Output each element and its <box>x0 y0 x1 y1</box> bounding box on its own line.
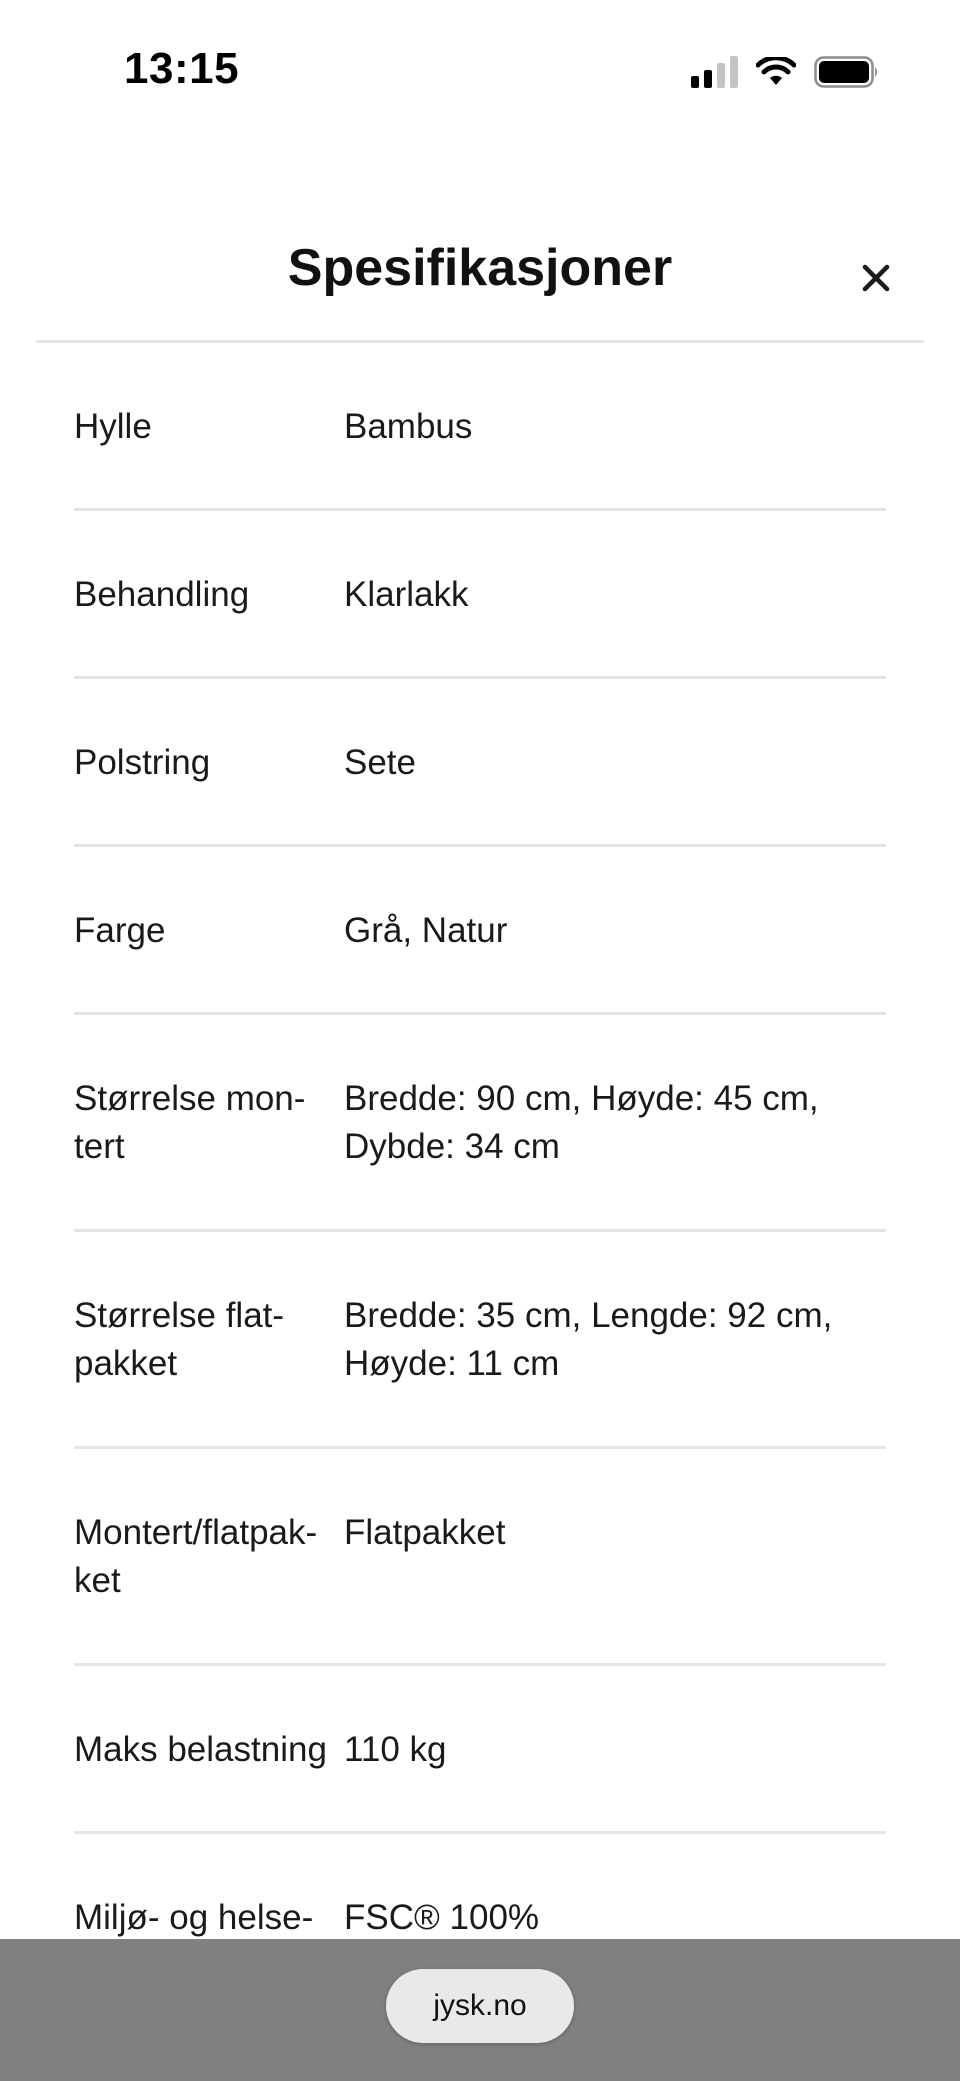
spec-label: Miljø- og helse- <box>74 1898 314 1937</box>
spec-label-line: Montert/flatpak- <box>74 1513 318 1552</box>
spec-row-montert-flatpakket <box>74 1449 886 1666</box>
battery-icon <box>814 56 880 88</box>
spec-row-polstring <box>74 679 886 847</box>
sheet-header <box>36 230 924 343</box>
browser-bottom-bar <box>0 1939 960 2081</box>
spec-label <box>74 1292 344 1446</box>
spec-row-behandling <box>74 511 886 679</box>
spec-row-storrelse-flatpakket <box>74 1232 886 1449</box>
spec-value <box>344 1292 886 1446</box>
spec-label: Maks belastning <box>74 1730 327 1769</box>
spec-row-farge <box>74 847 886 1015</box>
spec-value <box>344 1075 886 1229</box>
status-icons <box>691 52 880 92</box>
spec-value: Flatpakket <box>344 1513 506 1552</box>
spec-label: Hylle <box>74 407 152 446</box>
spec-label <box>74 1509 344 1663</box>
specifications-list <box>74 343 886 1994</box>
spec-label-line: pakket <box>74 1344 178 1383</box>
spec-value-line: Bredde: 35 cm, Lengde: 92 cm, <box>344 1296 833 1335</box>
spec-label-line: Størrelse mon- <box>74 1079 306 1118</box>
spec-label: Polstring <box>74 743 211 782</box>
spec-label-line: Størrelse flat- <box>74 1296 285 1335</box>
spec-row-storrelse-montert <box>74 1015 886 1232</box>
spec-label <box>74 1075 344 1229</box>
status-bar <box>0 0 960 140</box>
spec-value-line: Dybde: 34 cm <box>344 1127 560 1166</box>
spec-label: Behandling <box>74 575 250 614</box>
spec-value: Klarlakk <box>344 575 469 614</box>
cellular-signal-icon <box>691 56 738 88</box>
wifi-icon <box>756 57 796 87</box>
close-button[interactable] <box>848 250 904 306</box>
spec-label-line: tert <box>74 1127 125 1166</box>
url-bar[interactable]: jysk.no <box>386 1969 574 2043</box>
spec-label-line: ket <box>74 1561 121 1600</box>
spec-value: FSC® 100% <box>344 1898 540 1937</box>
spec-value-line: Bredde: 90 cm, Høyde: 45 cm, <box>344 1079 819 1118</box>
spec-value: Grå, Natur <box>344 911 508 950</box>
spec-row-hylle <box>74 343 886 511</box>
spec-row-maks-belastning <box>74 1666 886 1834</box>
page-title: Spesifikasjoner <box>287 239 673 297</box>
status-time: 13:15 <box>124 44 240 93</box>
spec-value-line: Høyde: 11 cm <box>344 1344 560 1383</box>
spec-value: Sete <box>344 743 416 782</box>
spec-label: Farge <box>74 911 166 950</box>
close-icon <box>861 263 891 293</box>
spec-value: 110 kg <box>344 1730 447 1769</box>
spec-value: Bambus <box>344 407 473 446</box>
